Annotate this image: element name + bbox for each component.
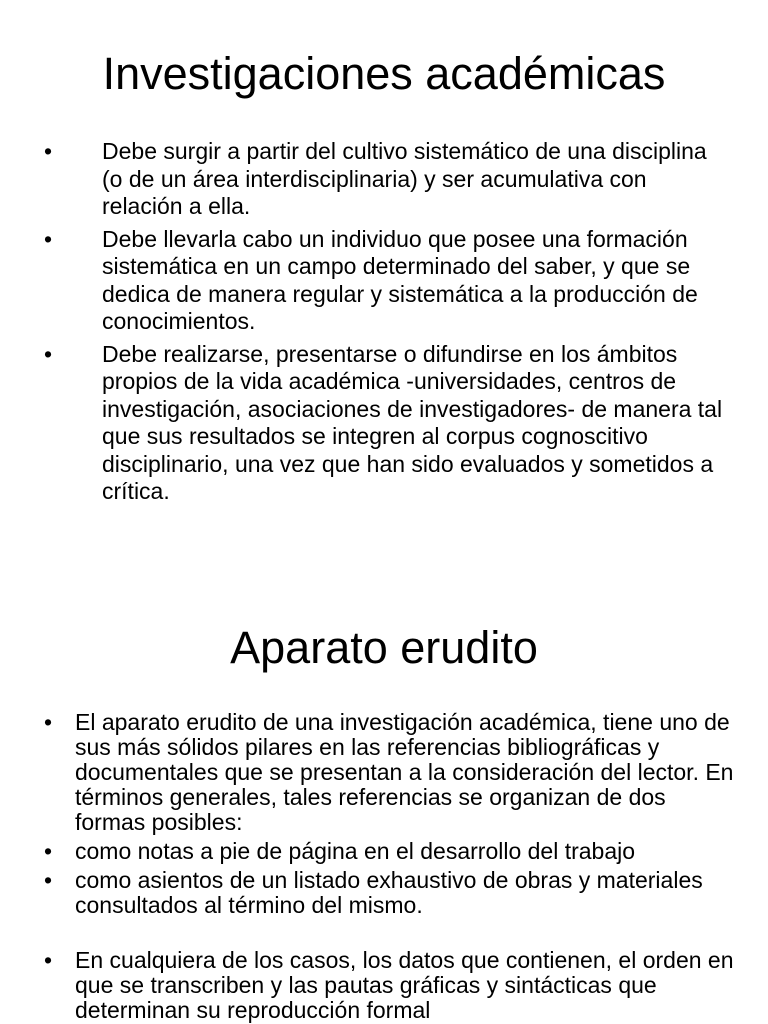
list-item bbox=[44, 839, 734, 864]
list-item bbox=[42, 341, 732, 506]
list-item bbox=[44, 710, 734, 835]
bullet-text: Debe surgir a partir del cultivo sistemático de una disciplina (o de un área interdisciplinaria) y ser acumulativa con relación a ella. bbox=[102, 138, 707, 219]
bullet-text: En cualquiera de los casos, los datos que contienen, el orden en que se transcriben y las pautas gráficas y sintácticas que determinan su reproducción formal bbox=[75, 947, 734, 1023]
bullet-list bbox=[44, 710, 734, 1024]
bullet-marker: • bbox=[44, 138, 53, 164]
list-item bbox=[42, 226, 732, 336]
bullet-marker: • bbox=[44, 838, 53, 864]
bullet-marker: • bbox=[44, 709, 53, 735]
slide-aparato-erudito bbox=[0, 600, 768, 1024]
bullet-text: como asientos de un listado exhaustivo de obras y materiales consultados al término del mismo. bbox=[75, 867, 703, 918]
bullet-list bbox=[42, 138, 732, 511]
slide-title: Aparato erudito bbox=[230, 622, 538, 673]
bullet-text: Debe llevarla cabo un individuo que posee una formación sistemática en un campo determinado del saber, y que se dedica de manera regular y sistemática a la producción de conocimientos. bbox=[102, 225, 698, 334]
bullet-text: como notas a pie de página en el desarrollo del trabajo bbox=[75, 838, 636, 864]
bullet-marker: • bbox=[44, 225, 53, 252]
list-item bbox=[44, 948, 734, 1023]
bullet-marker: • bbox=[44, 947, 53, 973]
bullet-marker: • bbox=[44, 867, 53, 893]
bullet-text: Debe realizarse, presentarse o difundirse en los ámbitos propios de la vida académica -universidades, centros de investigación, asociaciones de investigadores- de manera tal que sus resultados se integren al corpus cognoscitivo disciplinario, una vez que han sido evaluados y sometidos a crítica. bbox=[102, 340, 723, 504]
list-item bbox=[42, 138, 732, 221]
list-item bbox=[44, 868, 734, 918]
bullet-marker: • bbox=[44, 340, 53, 367]
bullet-text: El aparato erudito de una investigación académica, tiene uno de sus más sólidos pilares en las referencias bibliográficas y documentales que se presentan a la consideración del lector. En términos generales, tales referencias se organizan de dos formas posibles: bbox=[75, 709, 734, 835]
slide-title: Investigaciones académicas bbox=[102, 48, 666, 99]
